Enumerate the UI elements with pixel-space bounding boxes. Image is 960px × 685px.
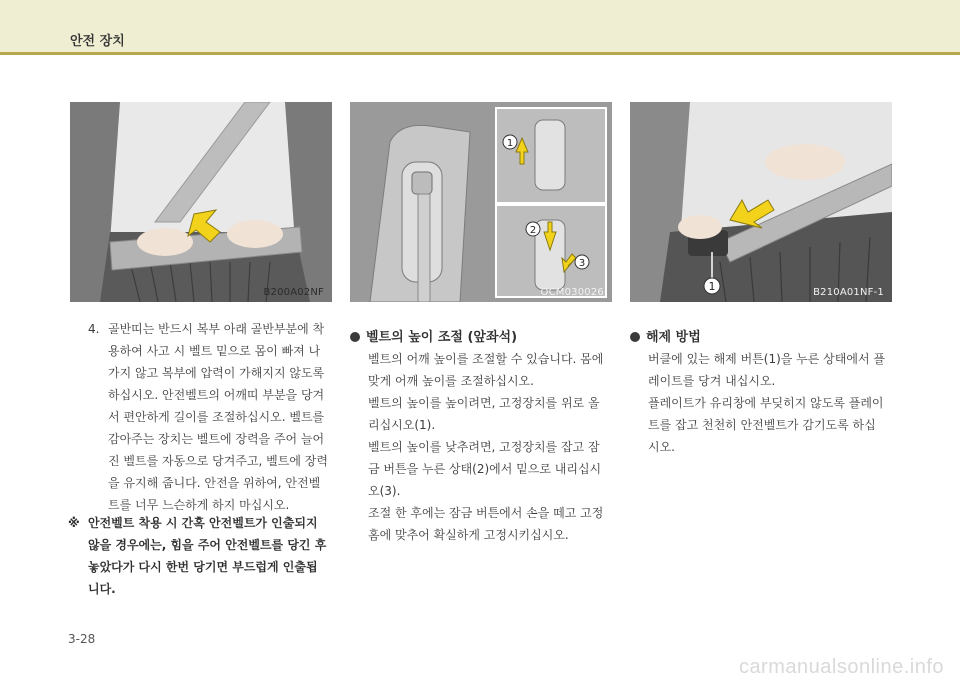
body-line: 플레이트가 유리창에 부딪히지 않도록 플레이 [648,396,884,410]
release-body [648,348,885,458]
watermark: carmanualsonline.info [738,656,944,678]
callout-2: 2 [529,225,537,236]
note-line: 니다. [88,582,116,596]
step-4-line: 가지 않고 복부에 압력이 가해지지 않도록 [108,366,325,380]
height-adjuster-illustration [350,102,612,302]
section-title: 안전 장치 [70,34,125,49]
step-4-line: 진 벨트를 자동으로 당겨주고, 벨트에 장력 [108,454,328,468]
figure-code: B210A01NF-1 [813,287,884,298]
body-line: 레이트를 당겨 내십시오. [648,374,776,388]
step-4-line: 서 편안하게 길이를 조절하십시오. 벨트를 [108,410,325,424]
page-number: 3-28 [68,632,96,646]
step-4-line: 을 유지해 줍니다. 안전을 위하여, 안전벨 [108,476,321,490]
body-line: 맞게 어깨 높이를 조절하십시오. [368,374,534,388]
body-line: 홈에 맞추어 확실하게 고정시키십시오. [368,528,569,542]
step-4 [88,318,328,516]
release-buckle-illustration [630,102,892,302]
figure-release-buckle [630,102,892,302]
note-line: 않을 경우에는, 힘을 주어 안전벨트를 당긴 후 [88,538,327,552]
height-adjust-body [368,348,603,546]
lap-belt-illustration [70,102,332,302]
release-heading [630,326,701,345]
figure-code: OCM030026 [540,287,604,298]
note-mark: ※ [68,516,80,530]
step-4-line: 감아주는 장치는 벨트에 장력을 주어 늘어 [108,432,325,446]
figure-height-adjuster [350,102,612,302]
body-line: 벨트의 높이를 높이려면, 고정장치를 위로 올 [368,396,600,410]
step-4-line: 용하여 사고 시 벨트 밑으로 몸이 빠져 나 [108,344,321,358]
callout-3: 3 [578,258,586,269]
heading-text: 해제 방법 [646,330,701,345]
body-line: 트를 잡고 천천히 안전벨트가 감기도록 하십 [648,418,876,432]
header-rule [0,52,960,55]
bullet-icon [350,332,360,342]
caution-note [68,512,326,600]
body-line: 버클에 있는 해제 버튼(1)을 누른 상태에서 플 [648,352,885,366]
step-4-body [108,318,328,516]
bullet-icon [630,332,640,342]
heading-text: 벨트의 높이 조절 (앞좌석) [366,330,518,345]
callout-1: 1 [506,138,514,149]
body-line: 벨트의 어깨 높이를 조절할 수 있습니다. 몸에 [368,352,604,366]
page-header [0,0,960,52]
step-4-line: 골반띠는 반드시 복부 아래 골반부분에 착 [108,322,325,336]
step-4-line: 트를 너무 느슨하게 하지 마십시오. [108,498,290,512]
note-body [88,512,326,600]
body-line: 시오. [648,440,675,454]
step-4-line: 하십시오. 안전벨트의 어깨띠 부분을 당겨 [108,388,325,402]
body-line: 금 버튼을 누른 상태(2)에서 밑으로 내리십시 [368,462,602,476]
step-number: 4. [88,322,100,336]
body-line: 벨트의 높이를 낮추려면, 고정장치를 잡고 잠 [368,440,600,454]
body-line: 오(3). [368,484,401,498]
note-line: 놓았다가 다시 한번 당기면 부드럽게 인출됩 [88,560,318,574]
height-adjust-heading [350,326,517,345]
body-line: 조절 한 후에는 잠금 버튼에서 손을 떼고 고정 [368,506,604,520]
figure-lap-belt [70,102,332,302]
body-line: 리십시오(1). [368,418,436,432]
note-line: 안전벨트 착용 시 간혹 안전벨트가 인출되지 [88,516,318,530]
figure-code: B200A02NF [263,287,324,298]
callout-1: 1 [708,280,716,293]
